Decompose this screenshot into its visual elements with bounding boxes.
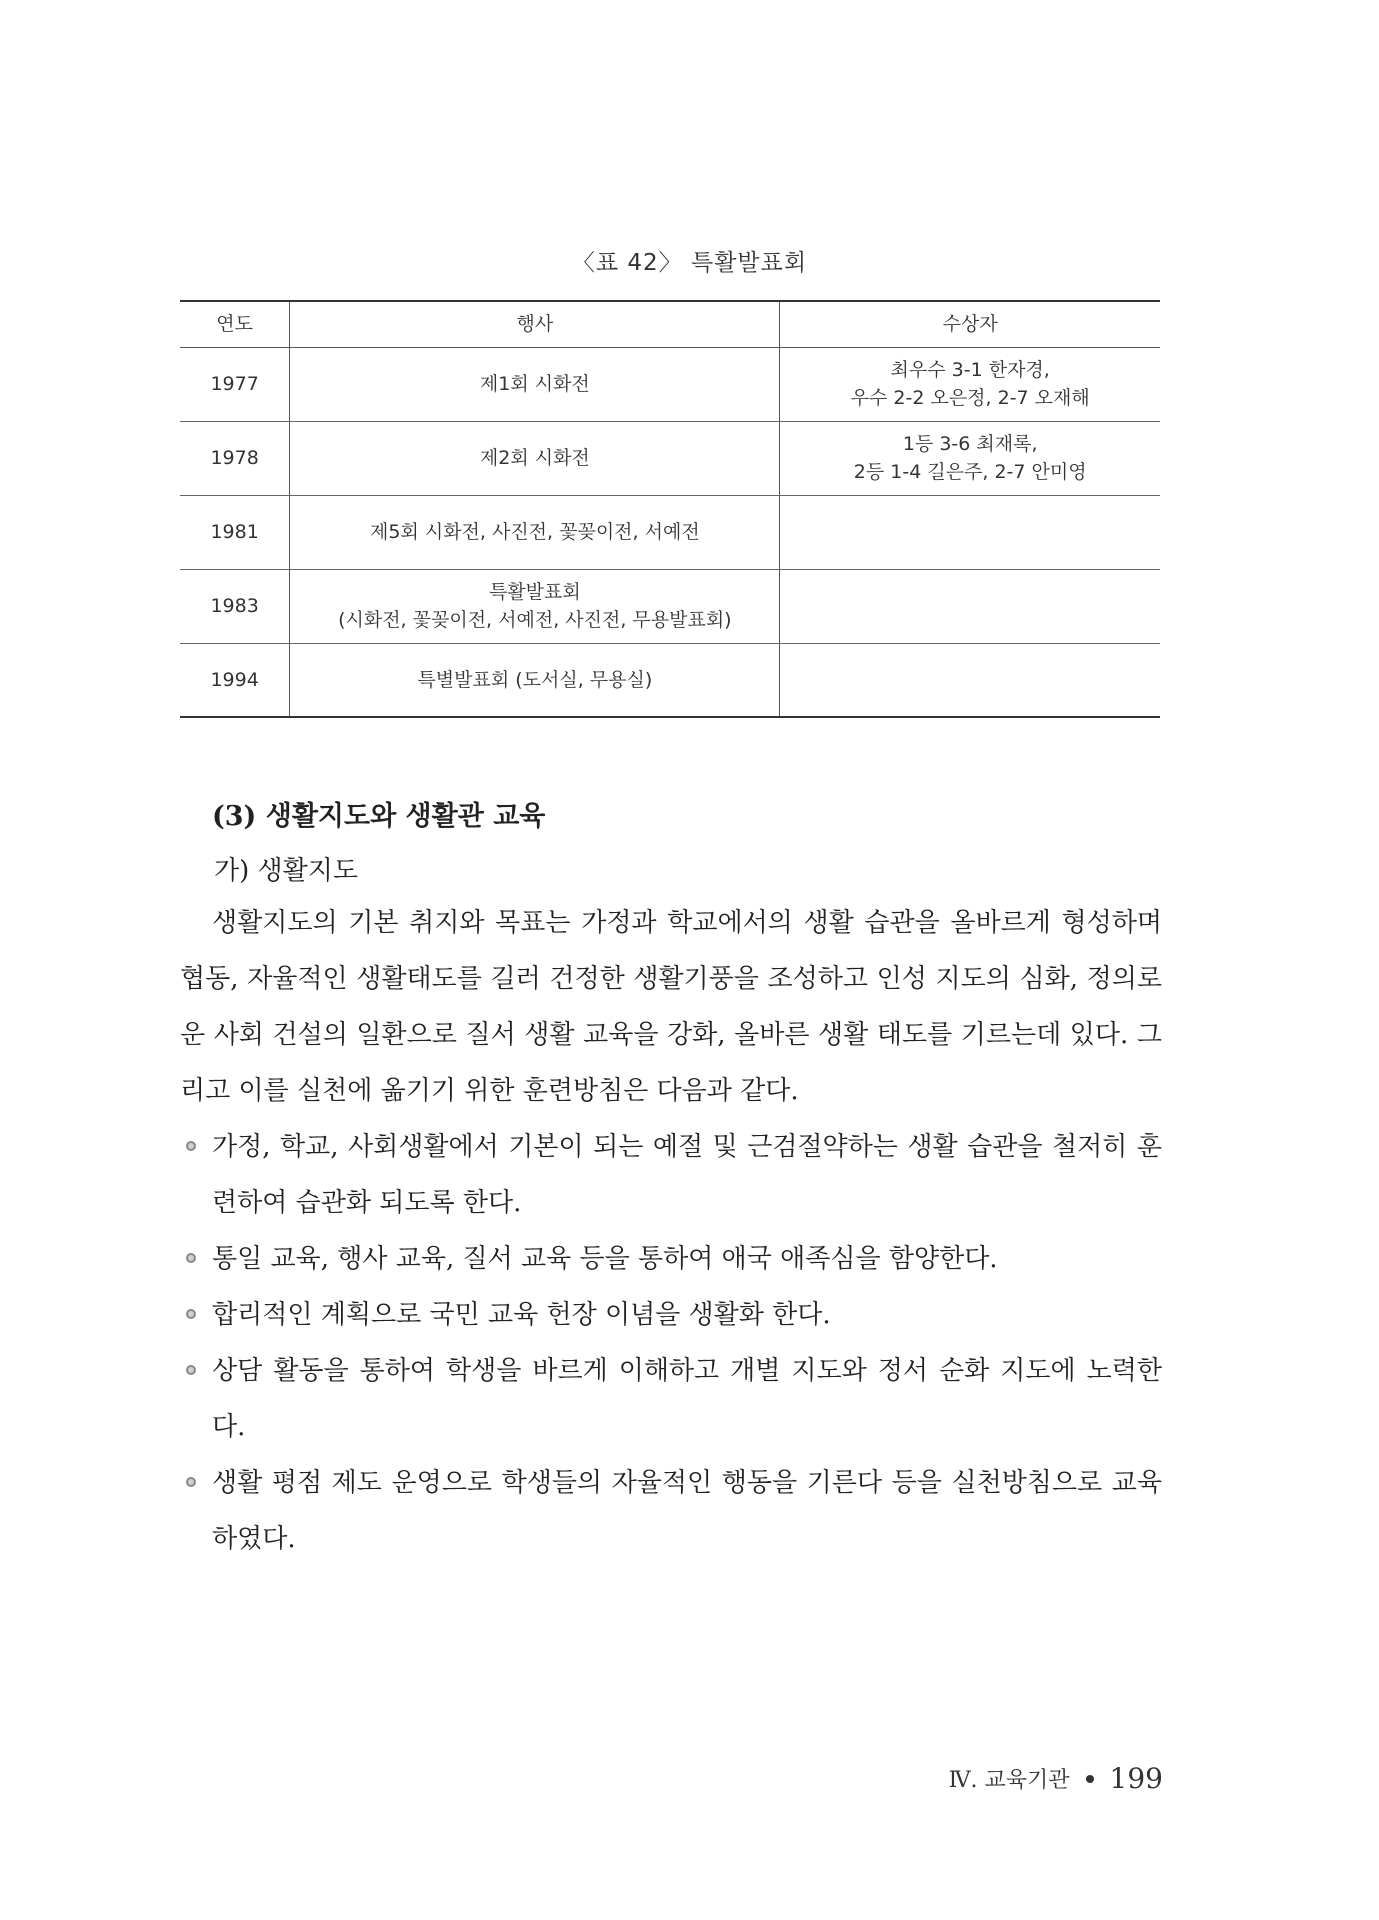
- table-row: [180, 643, 1160, 717]
- list-item-text: 생활 평점 제도 운영으로 학생들의 자율적인 행동을 기른다 등을 실천방침으로 교육하였다.: [212, 1468, 1162, 1554]
- cell-event: [290, 421, 780, 495]
- list-item-text: 상담 활동을 통하여 학생을 바르게 이해하고 개별 지도와 정서 순화 지도에 노력한다.: [212, 1356, 1162, 1442]
- bullet-separator-icon: [1086, 1775, 1094, 1783]
- table-header-row: [180, 301, 1160, 347]
- cell-awardee-line: 우수 2-2 오은정, 2-7 오재해: [850, 387, 1090, 409]
- list-item-text: 합리적인 계획으로 국민 교육 헌장 이념을 생활화 한다.: [212, 1300, 831, 1330]
- bullet-icon: [186, 1253, 196, 1263]
- list-item: [180, 1455, 1162, 1567]
- header-year: 연도: [180, 301, 290, 347]
- bullet-icon: [186, 1309, 196, 1319]
- cell-event-line: 제5회 시화전, 사진전, 꽃꽂이전, 서예전: [370, 521, 700, 543]
- list-item: [180, 1287, 1162, 1343]
- page-number: 199: [1109, 1762, 1163, 1795]
- cell-year: 1977: [180, 347, 290, 421]
- header-awardee: 수상자: [780, 301, 1160, 347]
- table-row: [180, 495, 1160, 569]
- cell-event-line: 특별발표회 (도서실, 무용실): [417, 668, 653, 691]
- cell-year: 1978: [180, 421, 290, 495]
- list-item: [180, 1119, 1162, 1231]
- footer-chapter: Ⅳ. 교육기관: [948, 1768, 1070, 1793]
- cell-awardee-line: 1등 3-6 최재록,: [902, 433, 1038, 455]
- section-heading: (3) 생활지도와 생활관 교육: [212, 801, 546, 832]
- table-row: [180, 347, 1160, 421]
- cell-awardee-line: 2등 1-4 길은주, 2-7 안미영: [853, 461, 1087, 483]
- bullet-icon: [186, 1365, 196, 1375]
- cell-awardee: [780, 495, 1160, 569]
- cell-awardee: [780, 569, 1160, 643]
- list-item: [180, 1231, 1162, 1287]
- cell-awardee: [780, 643, 1160, 717]
- table-row: [180, 421, 1160, 495]
- header-event: 행사: [290, 301, 780, 347]
- list-item-text: 가정, 학교, 사회생활에서 기본이 되는 예절 및 근검절약하는 생활 습관을 철저히 훈련하여 습관화 되도록 한다.: [212, 1132, 1162, 1218]
- cell-year: 1983: [180, 569, 290, 643]
- cell-event-line: 제1회 시화전: [479, 373, 590, 395]
- cell-awardee: [780, 421, 1160, 495]
- cell-event-line: 특활발표회: [488, 581, 581, 603]
- subsection-heading: 가) 생활지도: [214, 856, 358, 886]
- intro-paragraph: 생활지도의 기본 취지와 목표는 가정과 학교에서의 생활 습관을 올바르게 형성하며 협동, 자율적인 생활태도를 길러 건정한 생활기풍을 조성하고 인성 지도의 심화, 정의로운 사회 건설의 일환으로 질서 생활 교육을 강화, 올바른 생활 태도를 기르는데 있다. 그리고 이를 실천에 옮기기 위한 훈련방침은 다음과 같다.: [180, 908, 1162, 1106]
- bullet-icon: [186, 1477, 196, 1487]
- table-row: [180, 569, 1160, 643]
- cell-year: 1981: [180, 495, 290, 569]
- awards-table: [180, 300, 1160, 718]
- page-footer: [949, 1762, 1163, 1795]
- cell-awardee-line: 최우수 3-1 한자경,: [890, 359, 1050, 381]
- cell-event: [290, 643, 780, 717]
- list-item-text: 통일 교육, 행사 교육, 질서 교육 등을 통하여 애국 애족심을 함양한다.: [212, 1244, 998, 1274]
- list-item: [180, 1343, 1162, 1455]
- cell-event-line: (시화전, 꽃꽂이전, 서예전, 사진전, 무용발표회): [338, 609, 732, 631]
- cell-event-line: 제2회 시화전: [479, 447, 590, 469]
- table-caption: 〈표 42〉 특활발표회: [571, 250, 808, 276]
- policy-list: [180, 1119, 1162, 1567]
- cell-event: [290, 347, 780, 421]
- body-text: [180, 895, 1162, 1567]
- cell-event: [290, 495, 780, 569]
- cell-awardee: [780, 347, 1160, 421]
- cell-year: 1994: [180, 643, 290, 717]
- cell-event: [290, 569, 780, 643]
- bullet-icon: [186, 1141, 196, 1151]
